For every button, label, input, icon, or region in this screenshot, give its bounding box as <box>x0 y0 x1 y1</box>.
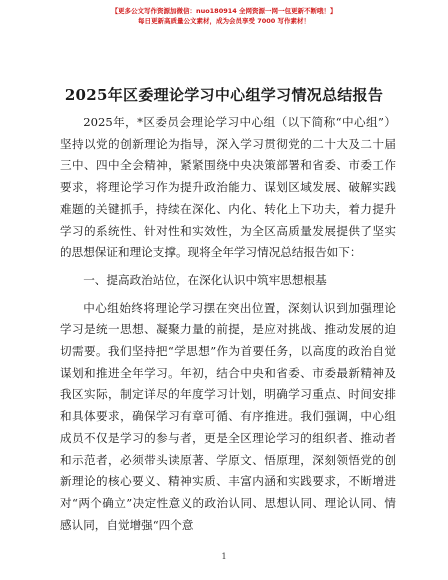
page-number: 1 <box>221 552 227 561</box>
promo-banner <box>0 6 448 26</box>
promo-banner-line-2: 每日更新高质量公文素材，成为会员享受 7000 写作素材！ <box>137 17 311 25</box>
intro-paragraph: 2025年，*区委员会理论学习中心组（以下简称“中心组”）坚持以党的创新理论为指导，深入学习贯彻党的二十大及二十届三中、四中全会精神，紧紧围绕中央决策部署和省委、市委工作要求，将理论学习作为提升政治能力、谋划区域发展、破解实践难题的关键抓手，持续在深化、内化、转化上下功夫，着力提升学习的系统性、针对性和实效性，为全区高质量发展提供了坚实的思想保证和理论支撑。现将全年学习情况总结报告如下： <box>60 115 396 260</box>
section-1-paragraph: 中心组始终将理论学习摆在突出位置，深刻认识到加强理论学习是统一思想、凝聚力量的前提，是应对挑战、推动发展的迫切需要。我们坚持把“学思想”作为首要任务，以高度的政治自觉谋划和推进全年学习。年初，结合中央和省委、市委最新精神及我区实际，制定详尽的年度学习计划，明确学习重点、时间安排和具体要求，确保学习有章可循、有序推进。我们强调，中心组成员不仅是学习的参与者，更是全区理论学习的组织者、推动者和示范者，必须带头读原著、学原文、悟原理，深刻领悟党的创新理论的核心要义、精神实质、丰富内涵和实践要求，不断增进对“两个确立”决定性意义的政治认同、思想认同、理论认同、情感认同，自觉增强“四个意 <box>60 300 396 532</box>
document-body <box>60 112 396 536</box>
document-title: 2025年区委理论学习中心组学习情况总结报告 <box>64 86 384 104</box>
section-heading-1: 一、提高政治站位，在深化认识中筑牢思想根基 <box>83 272 327 287</box>
promo-banner-line-1: 【更多公文写作资源加微信：nuo180914 全网资源一网一包更新不断哦！】 <box>111 7 337 15</box>
